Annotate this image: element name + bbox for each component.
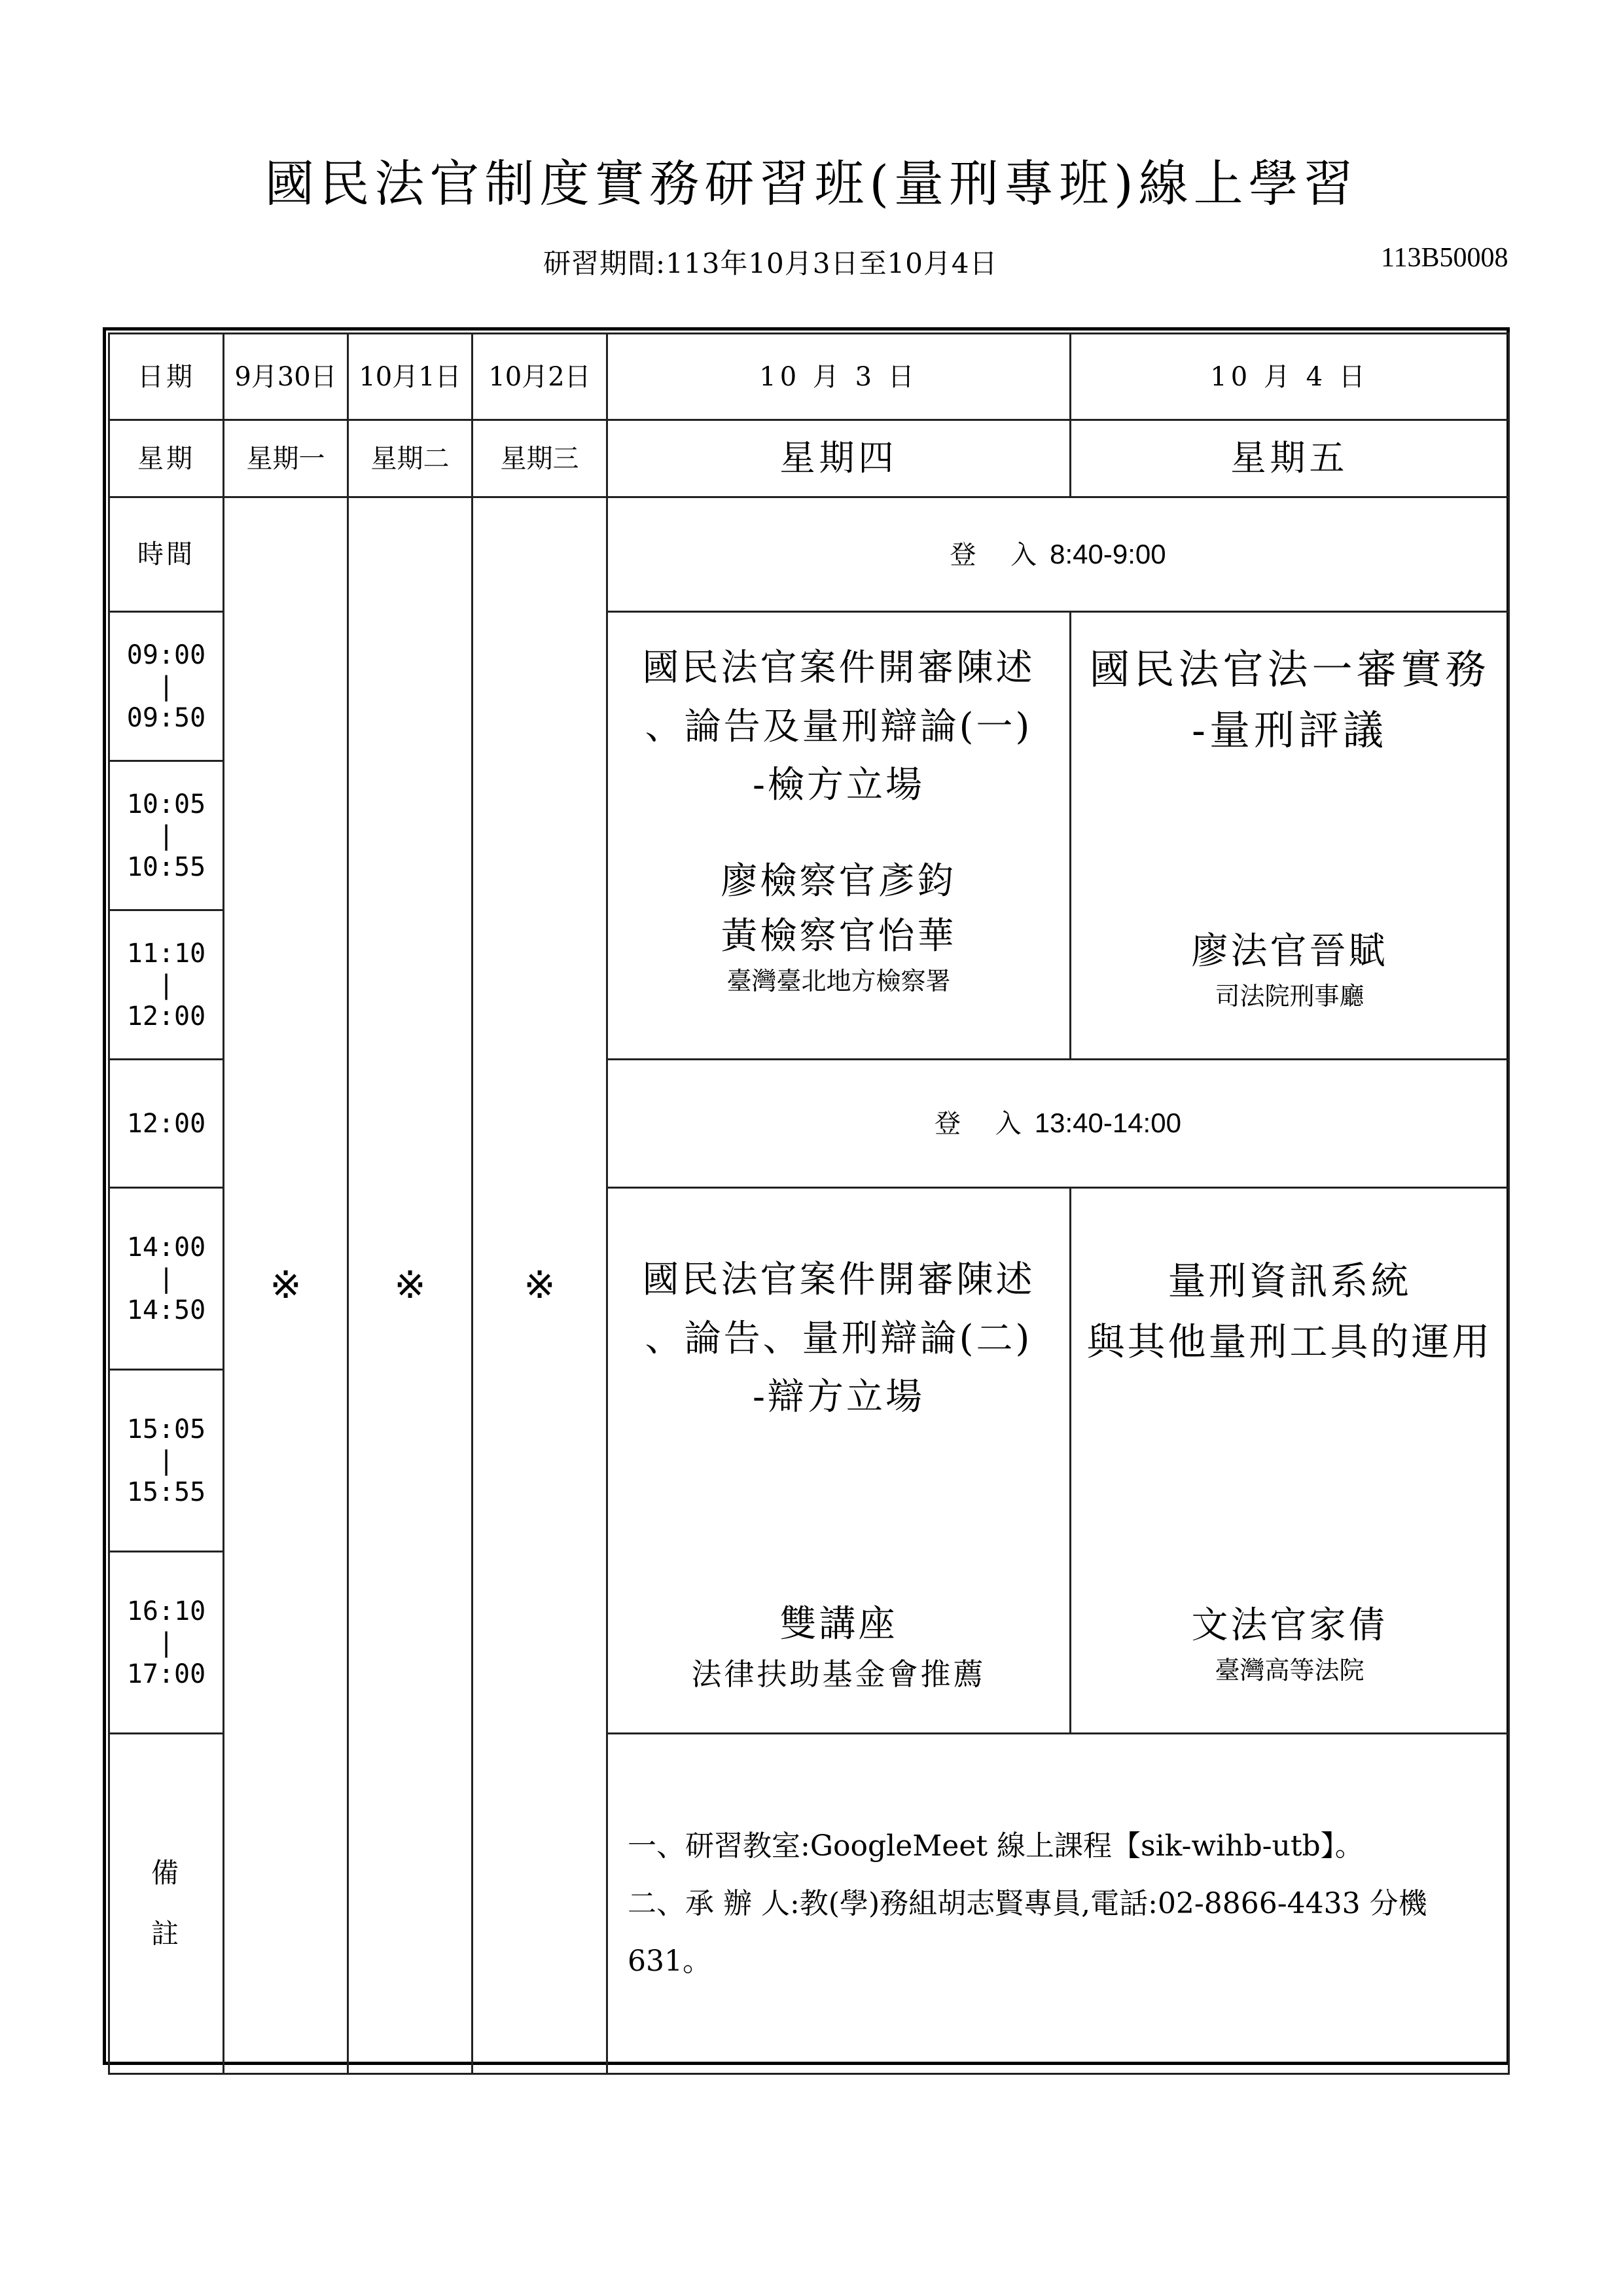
note-line: 一、研習教室:GoogleMeet 線上課程【sik-wihb-utb】。 <box>628 1829 1364 1863</box>
date-sep30: 9月30日 <box>224 334 348 420</box>
notes-content <box>607 1734 1509 2074</box>
session-title-line: -辯方立場 <box>753 1376 925 1419</box>
time-start: 11:10 <box>126 938 206 969</box>
weekday-row <box>109 420 1509 497</box>
time-end: 09:50 <box>126 702 206 733</box>
session-oct4-afternoon <box>1071 1188 1509 1734</box>
empty-day-cell-sep30 <box>224 497 348 2074</box>
speaker-organization: 司法院刑事廳 <box>1215 982 1364 1011</box>
time-separator: | <box>158 1627 175 1658</box>
login-am-time: 8:40-9:00 <box>1050 538 1166 569</box>
reference-mark: ※ <box>394 1263 426 1308</box>
time-end: 14:50 <box>126 1295 206 1325</box>
weekday-fri: 星期五 <box>1071 420 1509 497</box>
notes-label: 備 <box>151 1857 181 1890</box>
session-title-line: -量刑評議 <box>1192 706 1387 754</box>
training-period: 研習期間:113年10月3日至10月4日 <box>543 247 998 279</box>
weekday-tue: 星期二 <box>348 420 473 497</box>
time-slot-0900 <box>109 612 224 761</box>
login-am <box>607 497 1509 612</box>
time-separator: | <box>158 1263 175 1294</box>
course-code: 113B50008 <box>1381 243 1508 273</box>
login-am-row <box>109 497 1509 612</box>
time-slot-1110 <box>109 910 224 1060</box>
time-slot-1610 <box>109 1552 224 1734</box>
weekday-mon: 星期一 <box>224 420 348 497</box>
speaker-name: 黃檢察官怡華 <box>721 914 957 958</box>
session-title-line: 與其他量刑工具的運用 <box>1086 1319 1493 1364</box>
time-slot-1005 <box>109 761 224 910</box>
time-start: 16:10 <box>126 1596 206 1626</box>
notes-label: 註 <box>151 1917 181 1950</box>
speaker-name: 雙講座 <box>779 1602 898 1645</box>
time-separator: | <box>158 1445 175 1476</box>
weekday-thu: 星期四 <box>607 420 1071 497</box>
time-end: 10:55 <box>126 852 206 882</box>
time-start: 15:05 <box>126 1414 206 1444</box>
speaker-organization: 法律扶助基金會推薦 <box>691 1656 986 1692</box>
session-oct3-afternoon <box>607 1188 1071 1734</box>
session-oct3-morning <box>607 612 1071 1060</box>
time-end: 12:00 <box>126 1001 206 1031</box>
session-title-line: 國民法官案件開審陳述 <box>642 1259 1035 1301</box>
reference-mark: ※ <box>524 1263 556 1308</box>
schedule-table <box>108 332 1510 2075</box>
document-title: 國民法官制度實務研習班(量刑專班)線上學習 <box>264 154 1359 213</box>
time-separator: | <box>158 969 175 1000</box>
speaker-organization: 臺灣高等法院 <box>1215 1655 1364 1685</box>
speaker-name: 文法官家倩 <box>1191 1604 1388 1647</box>
time-end: 17:00 <box>126 1659 206 1689</box>
time-slot-1505 <box>109 1370 224 1552</box>
time-separator: | <box>158 671 175 702</box>
session-title-line: 量刑資訊系統 <box>1168 1259 1412 1303</box>
time-label: 時間 <box>109 497 224 612</box>
speaker-name: 廖檢察官彥鈞 <box>721 859 957 903</box>
time-start: 12:00 <box>126 1108 206 1139</box>
date-row <box>109 334 1509 420</box>
session-title-line: 國民法官法一審實務 <box>1089 645 1490 693</box>
note-line: 二、承 辦 人:教(學)務組胡志賢專員,電話:02-8866-4433 分機 631。 <box>628 1886 1427 1978</box>
speaker-name: 廖法官晉賦 <box>1191 930 1388 973</box>
weekday-wed: 星期三 <box>473 420 607 497</box>
session-title-line: 、論告、量刑辯論(二) <box>645 1317 1033 1360</box>
time-separator: | <box>158 820 175 851</box>
speaker-organization: 臺灣臺北地方檢察署 <box>726 966 951 996</box>
time-slot-1200 <box>109 1060 224 1188</box>
date-label: 日期 <box>109 334 224 420</box>
date-oct3: 10 月 3 日 <box>607 334 1071 420</box>
reference-mark: ※ <box>270 1263 302 1308</box>
weekday-label: 星期 <box>109 420 224 497</box>
time-slot-1400 <box>109 1188 224 1370</box>
date-oct4: 10 月 4 日 <box>1071 334 1509 420</box>
login-pm-label: 登 入 <box>935 1109 1035 1139</box>
empty-day-cell-oct2 <box>473 497 607 2074</box>
session-title-line: 國民法官案件開審陳述 <box>642 647 1035 689</box>
time-start: 10:05 <box>126 789 206 819</box>
date-oct1: 10月1日 <box>348 334 473 420</box>
session-oct4-morning <box>1071 612 1509 1060</box>
time-start: 14:00 <box>126 1232 206 1263</box>
time-end: 15:55 <box>126 1477 206 1507</box>
session-title-line: 、論告及量刑辯論(一) <box>645 705 1033 748</box>
date-oct2: 10月2日 <box>473 334 607 420</box>
login-pm-time: 13:40-14:00 <box>1034 1107 1181 1139</box>
login-pm <box>607 1060 1509 1188</box>
notes-label-cell <box>109 1734 224 2074</box>
empty-day-cell-oct1 <box>348 497 473 2074</box>
time-start: 09:00 <box>126 639 206 670</box>
session-title-line: -檢方立場 <box>753 764 925 807</box>
login-am-label: 登 入 <box>950 539 1050 570</box>
